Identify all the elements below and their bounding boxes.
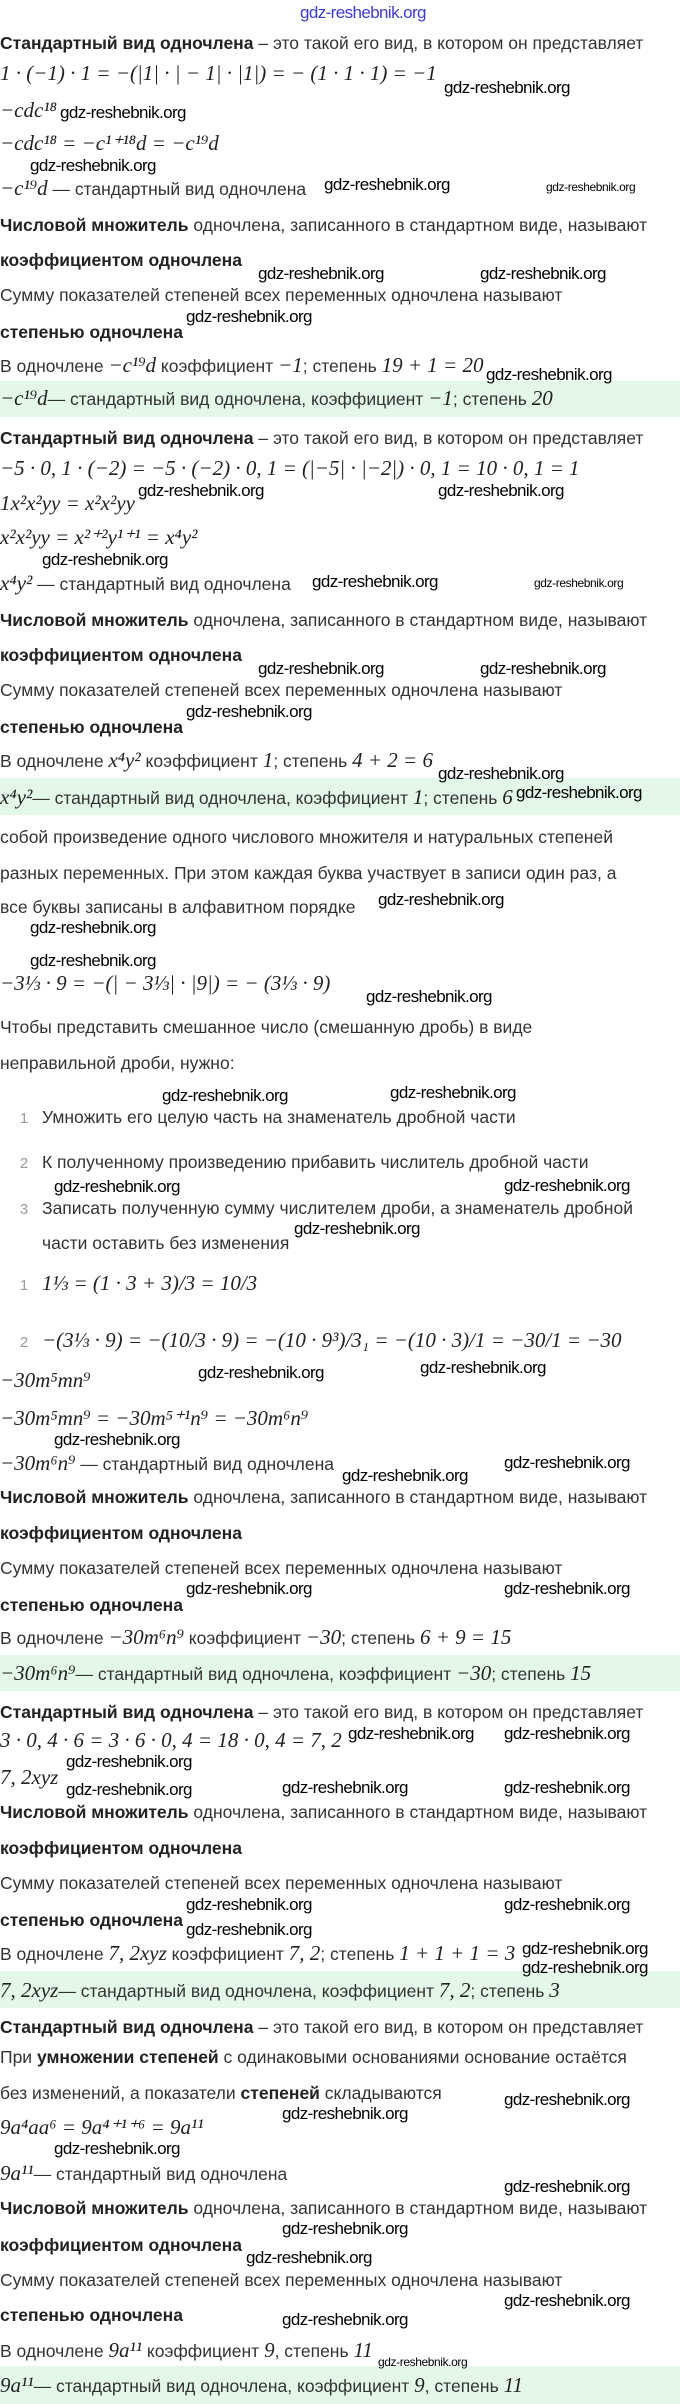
text-line bbox=[0, 353, 483, 377]
text: ; степень bbox=[302, 356, 382, 376]
math-expression: 1⅓ = (1 · 3 + 3)/3 = 10/3 bbox=[42, 1271, 258, 1295]
math-expression: −1 bbox=[278, 353, 303, 377]
text: К полученному произведению прибавить числитель дробной части bbox=[42, 1152, 589, 1172]
list-item bbox=[12, 1106, 516, 1128]
bold-term: степеней bbox=[240, 2083, 320, 2103]
math-expression: 9a¹¹ bbox=[0, 2373, 34, 2397]
text-line bbox=[0, 1406, 308, 1430]
watermark: gdz-reshebnik.org bbox=[348, 1724, 474, 1743]
conclusion-line bbox=[0, 2373, 523, 2397]
watermark: gdz-reshebnik.org bbox=[504, 2090, 630, 2109]
watermark: gdz-reshebnik.org bbox=[30, 951, 156, 970]
list-item bbox=[12, 1151, 588, 1173]
list-item bbox=[12, 1328, 622, 1352]
math-expression: 6 bbox=[502, 785, 513, 809]
text-line bbox=[0, 214, 647, 236]
math-expression: 1 · (−1) · 1 = −(|1| · | − 1| · |1|) = − (1 · 1 · 1) = −1 bbox=[0, 61, 437, 85]
text-line bbox=[0, 249, 242, 271]
text: В одночлене bbox=[0, 1944, 109, 1964]
text: — стандартный вид одночлена, коэффициент bbox=[47, 389, 429, 409]
bold-term: коэффициентом одночлена bbox=[0, 645, 242, 665]
math-expression: 9 bbox=[414, 2373, 425, 2397]
text-line bbox=[0, 1625, 511, 1649]
text-line bbox=[0, 98, 57, 122]
text: – это такой его вид, в котором он представляет bbox=[253, 1702, 644, 1722]
watermark: gdz-reshebnik.org bbox=[30, 918, 156, 937]
watermark: gdz-reshebnik.org bbox=[294, 1219, 420, 1238]
watermark: gdz-reshebnik.org bbox=[444, 78, 570, 97]
watermark: gdz-reshebnik.org bbox=[342, 1466, 468, 1485]
text: коэффициент bbox=[142, 2341, 265, 2361]
watermark: gdz-reshebnik.org bbox=[504, 2177, 630, 2196]
text: Сумму показателей степеней всех переменных одночлена называют bbox=[0, 1558, 563, 1578]
watermark: gdz-reshebnik.org bbox=[480, 264, 606, 283]
bold-term: степенью одночлена bbox=[0, 322, 183, 342]
watermark: gdz-reshebnik.org bbox=[504, 1176, 630, 1195]
text: коэффициент bbox=[183, 1628, 306, 1648]
conclusion-line bbox=[0, 785, 513, 809]
watermark: gdz-reshebnik.org bbox=[282, 2310, 408, 2329]
text-line bbox=[0, 826, 613, 848]
watermark: gdz-reshebnik.org bbox=[420, 1358, 546, 1377]
bold-term: коэффициентом одночлена bbox=[0, 1838, 242, 1858]
text: — стандартный вид одночлена, коэффициент bbox=[32, 788, 413, 808]
math-expression: −cdc¹⁸ bbox=[0, 98, 57, 122]
bold-term: коэффициентом одночлена bbox=[0, 2235, 242, 2255]
watermark: gdz-reshebnik.org bbox=[54, 2139, 180, 2158]
text-line bbox=[0, 1451, 334, 1475]
text: — стандартный вид одночлена bbox=[33, 2164, 288, 2184]
bold-term: Числовой множитель bbox=[0, 1487, 189, 1507]
watermark: gdz-reshebnik.org bbox=[324, 175, 450, 194]
bold-term: коэффициентом одночлена bbox=[0, 1523, 242, 1543]
math-expression: 9a¹¹ bbox=[0, 2161, 34, 2185]
text: ; степень bbox=[320, 1944, 400, 1964]
math-expression: 7, 2xyz bbox=[0, 1765, 59, 1789]
math-expression: −30m⁶n⁹ bbox=[108, 1625, 184, 1649]
bold-term: коэффициентом одночлена bbox=[0, 250, 242, 270]
text-line bbox=[0, 2269, 562, 2291]
math-expression: −c¹⁹d bbox=[0, 176, 48, 200]
text: одночлена, записанного в стандартном виде, называют bbox=[188, 610, 648, 630]
text: ; степень bbox=[341, 1628, 420, 1648]
text-line bbox=[0, 1728, 342, 1752]
text-line bbox=[0, 1486, 647, 1508]
list-number: 2 bbox=[19, 1155, 29, 1172]
text-line bbox=[0, 1016, 532, 1038]
watermark: gdz-reshebnik.org bbox=[198, 1363, 324, 1382]
watermark: gdz-reshebnik.org bbox=[282, 1778, 408, 1797]
watermark: gdz-reshebnik.org bbox=[258, 659, 384, 678]
text: — стандартный вид одночлена bbox=[32, 574, 291, 594]
text-line bbox=[0, 1837, 242, 1859]
text: Чтобы представить смешанное число (смешанную дробь) в виде bbox=[0, 1017, 533, 1037]
math-expression: 7, 2 bbox=[438, 1978, 471, 2002]
watermark: gdz-reshebnik.org bbox=[42, 550, 168, 569]
text-line bbox=[0, 1909, 183, 1931]
text: В одночлене bbox=[0, 2341, 109, 2361]
text-line bbox=[0, 32, 643, 54]
watermark: gdz-reshebnik.org bbox=[378, 890, 504, 909]
math-expression: 4 + 2 = 6 bbox=[352, 748, 433, 772]
text: ; степень bbox=[423, 788, 503, 808]
math-expression: −5 · 0, 1 · (−2) = −5 · (−2) · 0, 1 = (|−5| · |−2|) · 0, 1 = 10 · 0, 1 = 1 bbox=[0, 456, 580, 480]
list-item bbox=[12, 1197, 633, 1219]
watermark: gdz-reshebnik.org bbox=[480, 659, 606, 678]
math-expression: 19 + 1 = 20 bbox=[381, 353, 484, 377]
math-expression: 11 bbox=[503, 2373, 524, 2397]
watermark: gdz-reshebnik.org bbox=[504, 1579, 630, 1598]
math-expression: −30 bbox=[305, 1625, 342, 1649]
math-expression: 3 bbox=[549, 1978, 560, 2002]
text-line bbox=[0, 491, 135, 515]
text-line bbox=[0, 1941, 515, 1965]
math-expression: x⁴y² bbox=[0, 571, 33, 595]
math-expression: −30m⁵mn⁹ bbox=[0, 1368, 91, 1392]
watermark: gdz-reshebnik.org bbox=[258, 264, 384, 283]
text: — стандартный вид одночлена, коэффициент bbox=[33, 2376, 415, 2396]
text: – это такой его вид, в котором он представляет bbox=[253, 33, 644, 53]
watermark: gdz-reshebnik.org bbox=[390, 1083, 516, 1102]
math-expression: −(3⅓ · 9) = −(10/3 · 9) = −(10 · 9³)/3₁ = −(10 · 3)/1 = −30/1 = −30 bbox=[42, 1328, 622, 1352]
math-expression: 11 bbox=[353, 2338, 373, 2362]
text: коэффициент bbox=[140, 751, 263, 771]
text-line bbox=[0, 427, 643, 449]
watermark: gdz-reshebnik.org bbox=[186, 1895, 312, 1914]
bold-term: степенью одночлена bbox=[0, 1595, 183, 1615]
text-line bbox=[0, 609, 647, 631]
watermark: gdz-reshebnik.org bbox=[66, 1780, 192, 1799]
bold-term: Стандартный вид одночлена bbox=[0, 33, 254, 53]
text: все буквы записаны в алфавитном порядке bbox=[0, 897, 356, 917]
text: ; степень bbox=[452, 389, 532, 409]
text-line bbox=[0, 971, 330, 995]
text: складываются bbox=[319, 2083, 442, 2103]
math-expression: −c¹⁹d bbox=[0, 386, 48, 410]
watermark: gdz-reshebnik.org bbox=[186, 702, 312, 721]
math-expression: 15 bbox=[570, 1661, 592, 1685]
list-number: 2 bbox=[19, 1334, 29, 1351]
math-expression: 9 bbox=[264, 2338, 275, 2362]
text: одночлена, записанного в стандартном виде, называют bbox=[188, 2198, 648, 2218]
text: При bbox=[0, 2047, 37, 2067]
text-line bbox=[0, 1557, 562, 1579]
text-line bbox=[0, 716, 183, 738]
text-line bbox=[0, 2016, 643, 2038]
watermark: gdz-reshebnik.org bbox=[438, 764, 564, 783]
math-expression: −30m⁵mn⁹ = −30m⁵⁺¹n⁹ = −30m⁶n⁹ bbox=[0, 1406, 309, 1430]
math-expression: −3⅓ · 9 = −(| − 3⅓| · |9|) = − (3⅓ · 9) bbox=[0, 971, 331, 995]
watermark: gdz-reshebnik.org bbox=[516, 783, 642, 802]
math-expression: −30m⁶n⁹ bbox=[0, 1451, 76, 1475]
watermark: gdz-reshebnik.org bbox=[534, 575, 624, 590]
math-expression: 7, 2 bbox=[288, 1941, 321, 1965]
text: В одночлене bbox=[0, 1628, 109, 1648]
text-line bbox=[0, 1368, 91, 1392]
text: Записать полученную сумму числителем дроби, а знаменатель дробной bbox=[42, 1198, 633, 1218]
math-expression: 1 + 1 + 1 = 3 bbox=[399, 1941, 516, 1965]
text: — стандартный вид одночлена, коэффициент bbox=[75, 1664, 457, 1684]
bold-term: степенью одночлена bbox=[0, 2305, 183, 2325]
bold-term: степенью одночлена bbox=[0, 717, 183, 737]
watermark: gdz-reshebnik.org bbox=[282, 2219, 408, 2238]
math-expression: x⁴y² bbox=[108, 748, 141, 772]
math-expression: 20 bbox=[531, 386, 553, 410]
conclusion-line bbox=[0, 1978, 560, 2002]
watermark: gdz-reshebnik.org bbox=[54, 1177, 180, 1196]
text: – это такой его вид, в котором он представляет bbox=[253, 2017, 644, 2037]
bold-term: умножении степеней bbox=[36, 2047, 219, 2067]
text-line bbox=[0, 2304, 183, 2326]
math-expression: 7, 2xyz bbox=[108, 1941, 167, 1965]
bold-term: Числовой множитель bbox=[0, 1802, 189, 1822]
watermark: gdz-reshebnik.org bbox=[312, 572, 438, 591]
math-expression: 7, 2xyz bbox=[0, 1978, 59, 2002]
math-expression: −30m⁶n⁹ bbox=[0, 1661, 76, 1685]
text: Сумму показателей степеней всех переменных одночлена называют bbox=[0, 285, 563, 305]
watermark: gdz-reshebnik.org bbox=[438, 481, 564, 500]
text-line bbox=[0, 896, 355, 918]
text-line bbox=[0, 2234, 242, 2256]
conclusion-line bbox=[0, 1661, 591, 1685]
text: Сумму показателей степеней всех переменных одночлена называют bbox=[0, 2270, 563, 2290]
bold-term: Стандартный вид одночлена bbox=[0, 428, 254, 448]
list-item bbox=[12, 1271, 257, 1295]
text-line bbox=[0, 644, 242, 666]
text: В одночлене bbox=[0, 751, 109, 771]
text: одночлена, записанного в стандартном виде, называют bbox=[188, 1802, 648, 1822]
text-line bbox=[0, 61, 437, 85]
math-expression: 1x²x²yy = x²x²yy bbox=[0, 491, 135, 515]
text: В одночлене bbox=[0, 356, 109, 376]
math-expression: −c¹⁹d bbox=[108, 353, 157, 377]
text: – это такой его вид, в котором он представляет bbox=[253, 428, 644, 448]
watermark: gdz-reshebnik.org bbox=[162, 1086, 288, 1105]
text: разных переменных. При этом каждая буква участвует в записи один раз, а bbox=[0, 863, 617, 883]
watermark: gdz-reshebnik.org bbox=[522, 1958, 648, 1977]
watermark: gdz-reshebnik.org bbox=[486, 365, 612, 384]
text: Умножить его целую часть на знаменатель дробной части bbox=[42, 1107, 516, 1127]
watermark: gdz-reshebnik.org bbox=[30, 156, 156, 175]
watermark: gdz-reshebnik.org bbox=[60, 103, 186, 122]
watermark: gdz-reshebnik.org bbox=[504, 1895, 630, 1914]
math-expression: 9a⁴aa⁶ = 9a⁴⁺¹⁺⁶ = 9a¹¹ bbox=[0, 2115, 204, 2139]
list-number: 3 bbox=[19, 1201, 29, 1218]
watermark: gdz-reshebnik.org bbox=[378, 2354, 468, 2369]
math-expression: 1 bbox=[412, 785, 424, 809]
text: , степень bbox=[424, 2376, 504, 2396]
bold-term: Стандартный вид одночлена bbox=[0, 1702, 254, 1722]
text-line bbox=[0, 176, 306, 200]
math-expression: 3 · 0, 4 · 6 = 3 · 6 · 0, 4 = 18 · 0, 4 = 7, 2 bbox=[0, 1728, 342, 1752]
text-line bbox=[0, 1701, 643, 1723]
watermark: gdz-reshebnik.org bbox=[366, 987, 492, 1006]
text: — стандартный вид одночлена bbox=[75, 1454, 335, 1474]
text: собой произведение одного числового множителя и натуральных степеней bbox=[0, 827, 613, 847]
watermark: gdz-reshebnik.org bbox=[282, 2104, 408, 2123]
math-expression: x²x²yy = x²⁺²y¹⁺¹ = x⁴y² bbox=[0, 525, 198, 549]
text-line bbox=[0, 284, 562, 306]
conclusion-line bbox=[0, 386, 553, 410]
text: ; степень bbox=[491, 1664, 571, 1684]
text: коэффициент bbox=[156, 356, 279, 376]
math-expression: −1 bbox=[428, 386, 453, 410]
math-expression: x⁴y² bbox=[0, 785, 33, 809]
watermark: gdz-reshebnik.org bbox=[186, 1579, 312, 1598]
list-number: 1 bbox=[19, 1110, 29, 1127]
text-line bbox=[0, 748, 433, 772]
math-expression: 6 + 9 = 15 bbox=[419, 1625, 512, 1649]
text-line bbox=[0, 862, 616, 884]
text-line bbox=[0, 1801, 647, 1823]
watermark: gdz-reshebnik.org bbox=[54, 1430, 180, 1449]
watermark: gdz-reshebnik.org bbox=[138, 481, 264, 500]
text: с одинаковыми основаниями основание остаётся bbox=[218, 2047, 627, 2067]
math-expression: 9a¹¹ bbox=[108, 2338, 143, 2362]
text: — стандартный вид одночлена, коэффициент bbox=[58, 1981, 439, 2001]
text: одночлена, записанного в стандартном виде, называют bbox=[188, 1487, 648, 1507]
text-line bbox=[0, 2082, 442, 2104]
watermark: gdz-reshebnik.org bbox=[186, 1920, 312, 1939]
text-line bbox=[0, 2197, 647, 2219]
text-line bbox=[0, 1052, 235, 1074]
text: без изменений, а показатели bbox=[0, 2083, 241, 2103]
text: одночлена, записанного в стандартном виде, называют bbox=[188, 215, 648, 235]
text: Сумму показателей степеней всех переменных одночлена называют bbox=[0, 680, 563, 700]
watermark: gdz-reshebnik.org bbox=[504, 1778, 630, 1797]
text: коэффициент bbox=[166, 1944, 289, 1964]
text-line bbox=[0, 1594, 183, 1616]
bold-term: Стандартный вид одночлена bbox=[0, 2017, 254, 2037]
text-line bbox=[0, 525, 197, 549]
text-line bbox=[0, 2046, 627, 2068]
watermark: gdz-reshebnik.org bbox=[186, 307, 312, 326]
watermark: gdz-reshebnik.org bbox=[300, 3, 426, 22]
text: — стандартный вид одночлена bbox=[47, 179, 307, 199]
text-line bbox=[0, 321, 183, 343]
watermark: gdz-reshebnik.org bbox=[246, 2248, 372, 2267]
watermark: gdz-reshebnik.org bbox=[504, 1453, 630, 1472]
text-line bbox=[0, 1765, 58, 1789]
text-line bbox=[0, 1872, 562, 1894]
bold-term: Числовой множитель bbox=[0, 2198, 189, 2218]
text: Сумму показателей степеней всех переменных одночлена называют bbox=[0, 1873, 563, 1893]
bold-term: Числовой множитель bbox=[0, 610, 189, 630]
bold-term: Числовой множитель bbox=[0, 215, 189, 235]
watermark: gdz-reshebnik.org bbox=[546, 179, 636, 194]
text-line bbox=[0, 2115, 204, 2139]
watermark: gdz-reshebnik.org bbox=[66, 1752, 192, 1771]
text: части оставить без изменения bbox=[42, 1233, 290, 1253]
watermark: gdz-reshebnik.org bbox=[504, 2291, 630, 2310]
watermark: gdz-reshebnik.org bbox=[504, 1724, 630, 1743]
math-expression: −cdc¹⁸ = −c¹⁺¹⁸d = −c¹⁹d bbox=[0, 131, 219, 155]
text-line bbox=[0, 2338, 373, 2362]
text: ; степень bbox=[470, 1981, 550, 2001]
text-line bbox=[0, 571, 291, 595]
list-number: 1 bbox=[19, 1277, 29, 1294]
list-item bbox=[12, 1232, 289, 1254]
text-line bbox=[0, 1522, 242, 1544]
bold-term: степенью одночлена bbox=[0, 1910, 183, 1930]
math-expression: 1 bbox=[262, 748, 274, 772]
text: , степень bbox=[274, 2341, 354, 2361]
text: неправильной дроби, нужно: bbox=[0, 1053, 235, 1073]
text: ; степень bbox=[273, 751, 353, 771]
text-line bbox=[0, 131, 219, 155]
math-expression: −30 bbox=[456, 1661, 492, 1685]
text-line bbox=[0, 456, 580, 480]
text-line bbox=[0, 679, 562, 701]
text-line bbox=[0, 2161, 287, 2185]
watermark: gdz-reshebnik.org bbox=[522, 1939, 648, 1958]
